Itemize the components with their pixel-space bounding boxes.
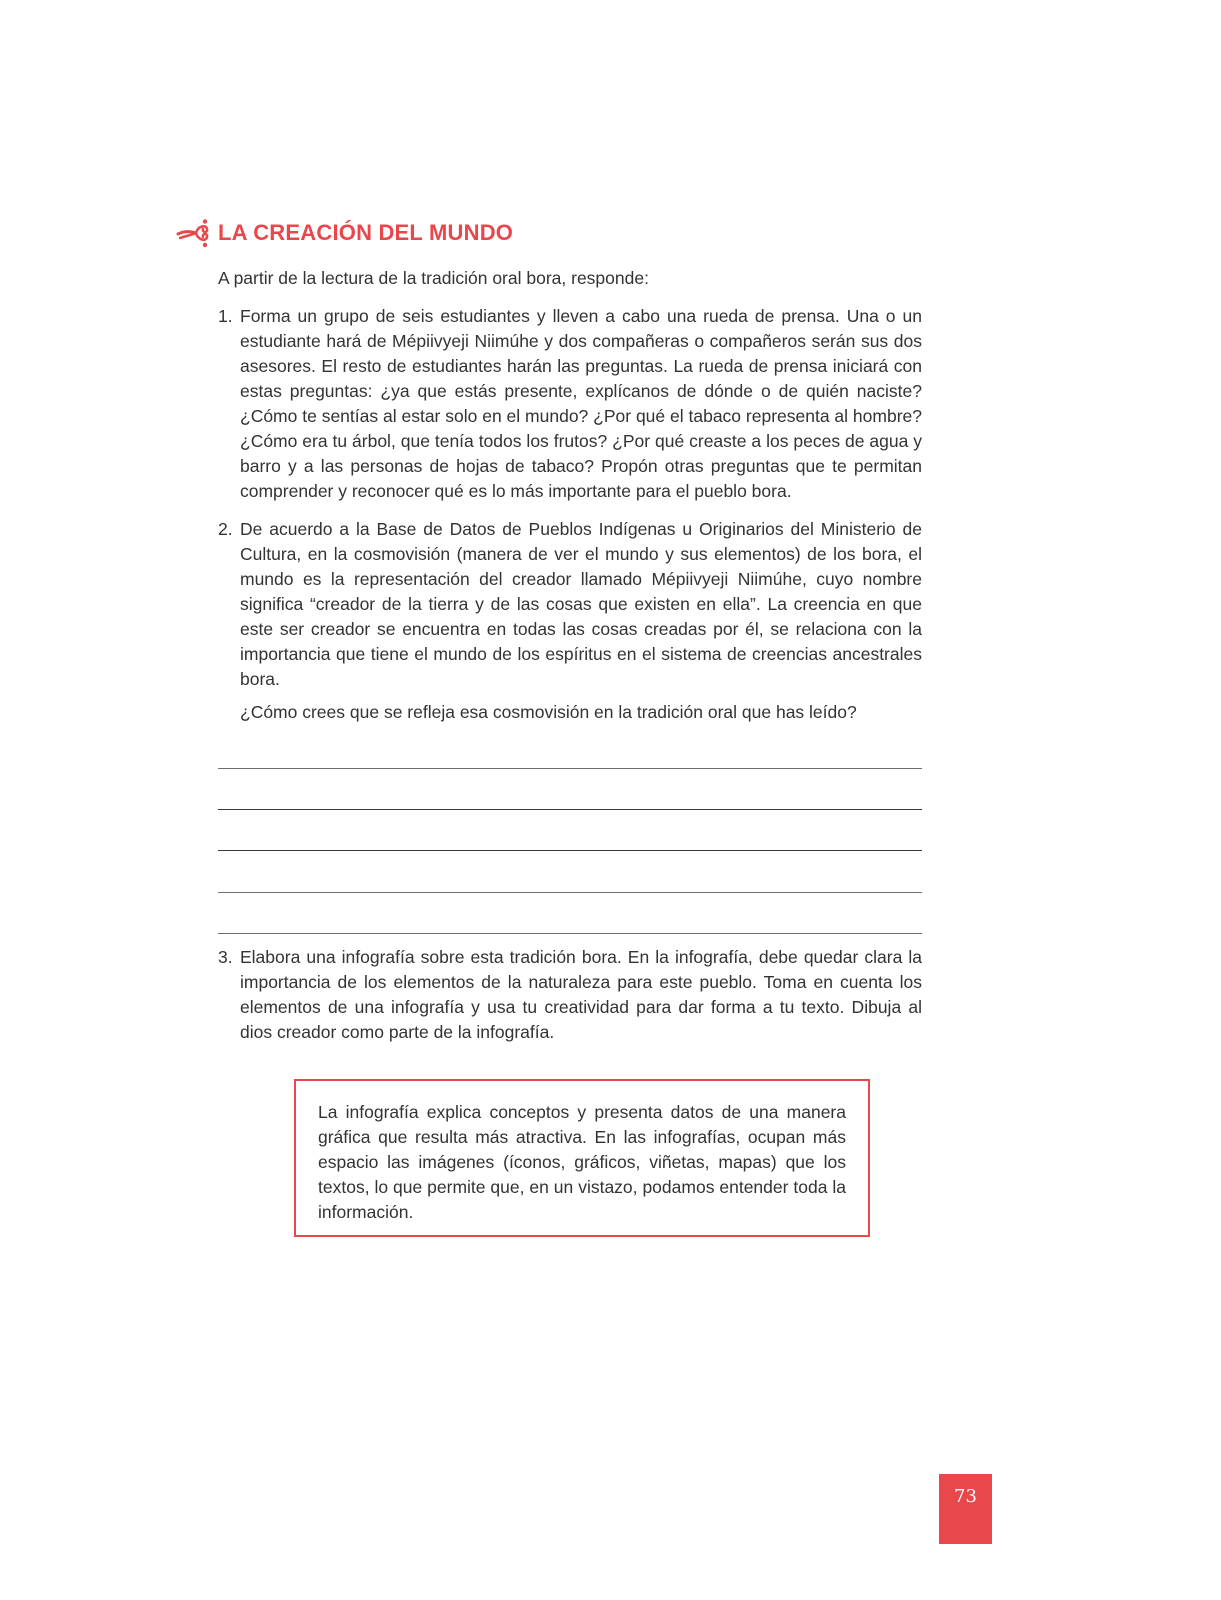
red-flourish-icon: [176, 218, 212, 248]
info-note-text: La infografía explica conceptos y presenta datos de una manera gráfica que resulta más atractiva. En las infografías, ocupan más espacio las imágenes (íconos, gráficos, viñetas, mapas) que los textos, lo que permite que, en un vistazo, podamos entender toda la información.: [318, 1102, 846, 1222]
item-number: 2.: [218, 519, 233, 539]
answer-line[interactable]: [218, 892, 922, 893]
item-text: De acuerdo a la Base de Datos de Pueblos Indígenas u Originarios del Ministerio de Cultura, en la cosmovisión (manera de ver el mundo y sus elementos) de los bora, el mundo es la representación del creador llamado Mépiivyeji Niimúhe, cuyo nombre significa “creador de la tierra y de las cosas que existen en ella”. La creencia en que este ser creador se encuentra en todas las cosas creadas por él, se relaciona con la importancia que tiene el mundo de los espíritus en el sistema de creencias ancestrales bora.: [240, 519, 922, 689]
info-note-box: [294, 1079, 870, 1237]
question-item-2: [218, 517, 922, 692]
answer-line[interactable]: [218, 809, 922, 810]
page-number-badge: [939, 1474, 992, 1544]
intro-text: A partir de la lectura de la tradición oral bora, responde:: [218, 268, 649, 288]
item-text: Forma un grupo de seis estudiantes y lleven a cabo una rueda de prensa. Una o un estudiante hará de Mépiivyeji Niimúhe y dos compañeras o compañeros serán sus dos asesores. El resto de estudiantes harán las preguntas. La rueda de prensa iniciará con estas preguntas: ¿ya que estás presente, explícanos de dónde o de quién naciste? ¿Cómo te sentías al estar solo en el mundo? ¿Por qué el tabaco representa al hombre? ¿Cómo era tu árbol, que tenía todos los frutos? ¿Por qué creaste a los peces de agua y barro y a las personas de hojas de tabaco? Propón otras preguntas que te permitan comprender y reconocer qué es lo más importante para el pueblo bora.: [240, 306, 922, 501]
item-2-question: ¿Cómo crees que se refleja esa cosmovisión en la tradición oral que has leído?: [240, 702, 857, 722]
item-number: 1.: [218, 306, 233, 326]
question-item-3: [218, 945, 922, 1045]
item-number: 3.: [218, 947, 233, 967]
answer-line[interactable]: [218, 933, 922, 934]
answer-line[interactable]: [218, 850, 922, 851]
answer-line[interactable]: [218, 768, 922, 769]
section-header: [176, 216, 513, 250]
item-text: Elabora una infografía sobre esta tradición bora. En la infografía, debe quedar clara la importancia de los elementos de la naturaleza para este pueblo. Toma en cuenta los elementos de una infografía y usa tu creatividad para dar forma a tu texto. Dibuja al dios creador como parte de la infografía.: [240, 947, 922, 1042]
question-item-1: [218, 304, 922, 504]
page-number: 73: [954, 1486, 977, 1507]
section-title: LA CREACIÓN DEL MUNDO: [218, 220, 514, 245]
